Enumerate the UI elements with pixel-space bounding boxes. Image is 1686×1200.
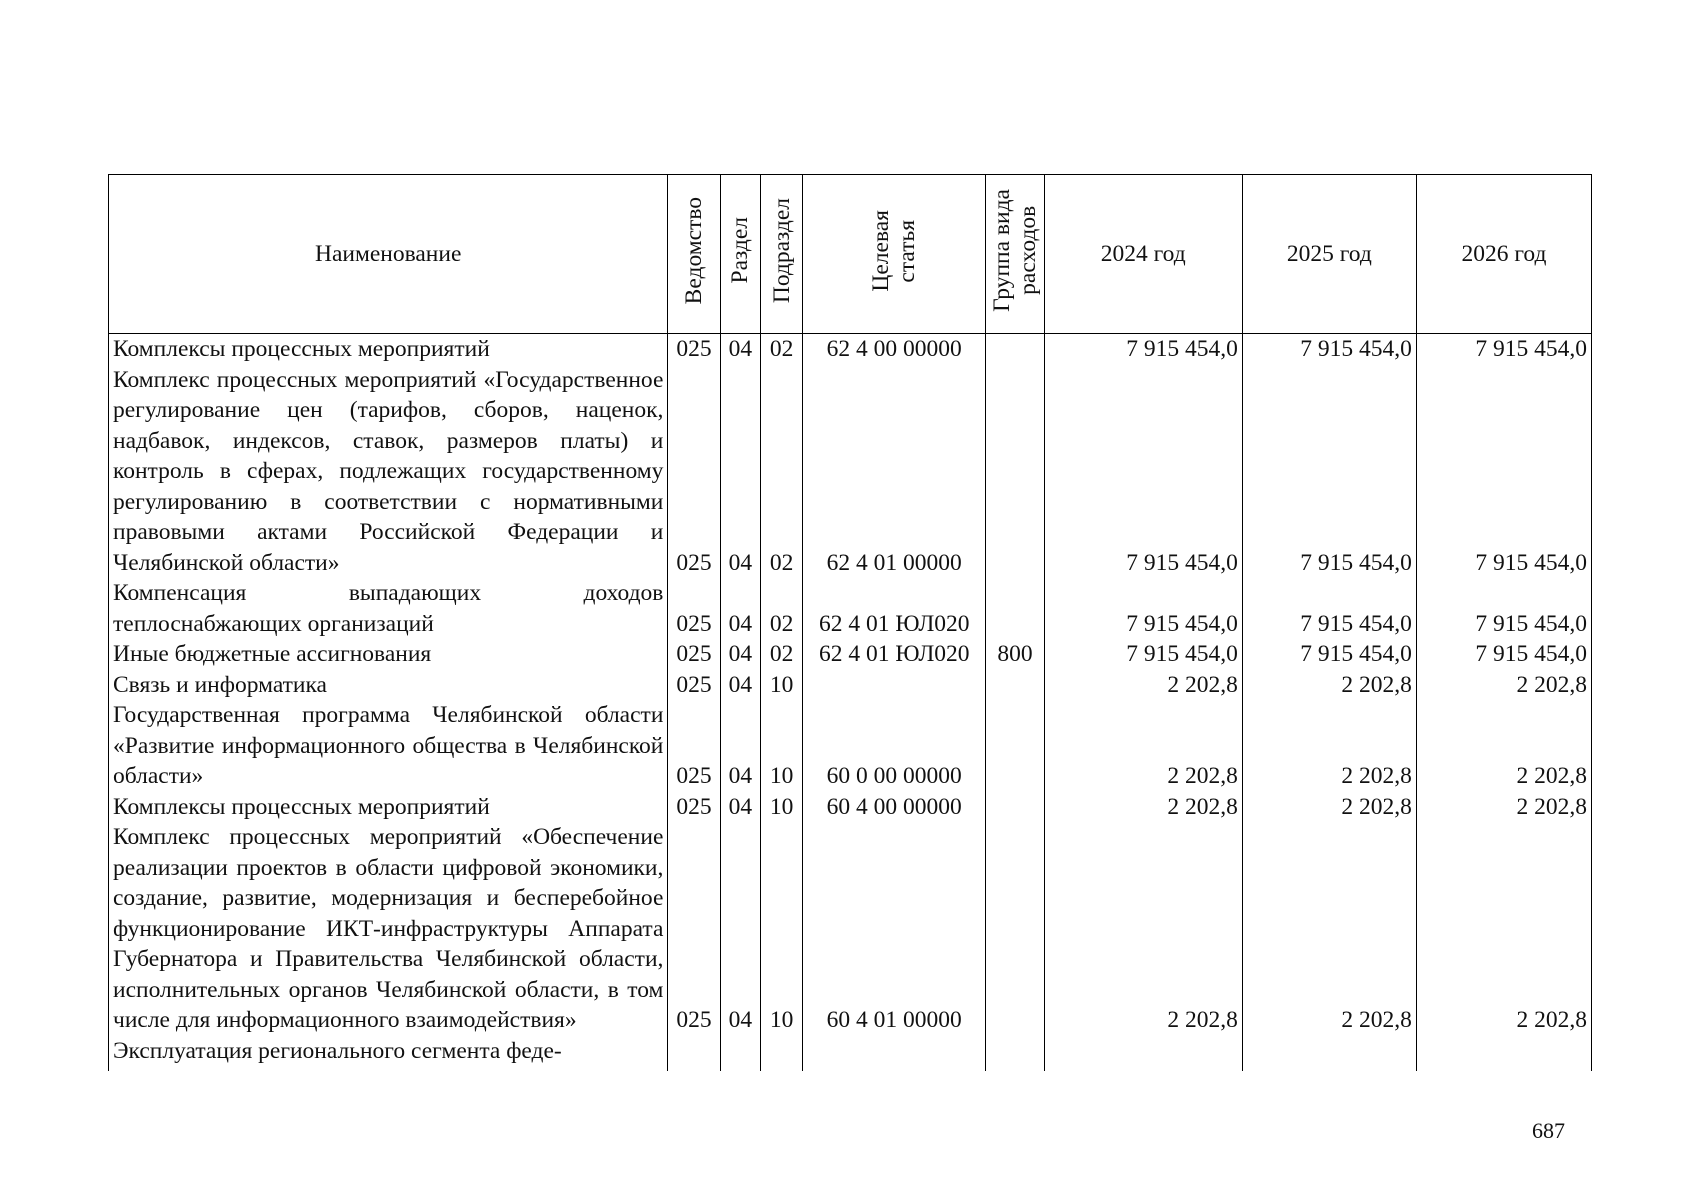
header-podrazdel: Подраздел	[760, 175, 802, 334]
row-vedomstvo	[668, 1036, 720, 1071]
row-gruppa	[986, 334, 1044, 365]
row-razdel: 04	[720, 365, 760, 579]
row-razdel: 04	[720, 700, 760, 792]
page-number: 687	[1532, 1118, 1565, 1143]
row-2024: 7 915 454,0	[1044, 578, 1242, 639]
row-podrazdel: 02	[760, 578, 802, 639]
header-2024: 2024 год	[1044, 175, 1242, 334]
row-razdel: 04	[720, 822, 760, 1036]
row-tselevaya-statya: 62 4 01 ЮЛ020	[803, 578, 986, 639]
header-tselevaya-statya: Целевая статья	[803, 175, 986, 334]
row-2026: 7 915 454,0	[1416, 578, 1591, 639]
row-name: Комплексы процессных мероприятий	[109, 334, 668, 365]
row-gruppa	[986, 822, 1044, 1036]
row-gruppa	[986, 700, 1044, 792]
row-2026: 7 915 454,0	[1416, 365, 1591, 579]
row-2026: 2 202,8	[1416, 700, 1591, 792]
row-gruppa	[986, 1036, 1044, 1071]
table-row	[109, 1036, 1592, 1071]
row-podrazdel	[760, 1036, 802, 1071]
table-header-row	[109, 175, 1592, 334]
row-vedomstvo: 025	[668, 792, 720, 823]
row-name: Компенсация выпадающих доходов теплоснабжающих организаций	[109, 578, 668, 639]
header-razdel: Раздел	[720, 175, 760, 334]
row-tselevaya-statya: 60 4 01 00000	[803, 822, 986, 1036]
row-2024: 7 915 454,0	[1044, 365, 1242, 579]
row-name: Государственная программа Челябинской области «Развитие информационного общества в Челябинской области»	[109, 700, 668, 792]
row-name: Иные бюджетные ассигнования	[109, 639, 668, 670]
row-tselevaya-statya: 62 4 01 00000	[803, 365, 986, 579]
header-2026: 2026 год	[1416, 175, 1591, 334]
row-tselevaya-statya: 60 4 00 00000	[803, 792, 986, 823]
row-2024: 2 202,8	[1044, 700, 1242, 792]
table-row	[109, 578, 1592, 639]
row-razdel	[720, 1036, 760, 1071]
row-2024: 7 915 454,0	[1044, 639, 1242, 670]
row-razdel: 04	[720, 792, 760, 823]
row-2025: 2 202,8	[1242, 670, 1416, 701]
row-tselevaya-statya	[803, 1036, 986, 1071]
header-2025: 2025 год	[1242, 175, 1416, 334]
row-2025: 7 915 454,0	[1242, 365, 1416, 579]
row-2026: 7 915 454,0	[1416, 334, 1591, 365]
row-vedomstvo: 025	[668, 334, 720, 365]
row-razdel: 04	[720, 639, 760, 670]
table-row	[109, 822, 1592, 1036]
budget-table	[108, 174, 1592, 1071]
table-row	[109, 792, 1592, 823]
table-row	[109, 670, 1592, 701]
table-row	[109, 365, 1592, 579]
row-tselevaya-statya: 60 0 00 00000	[803, 700, 986, 792]
header-gruppa-vida-raskhodov: Группа вида расходов	[986, 175, 1044, 334]
row-2026: 2 202,8	[1416, 822, 1591, 1036]
row-2024: 2 202,8	[1044, 670, 1242, 701]
row-vedomstvo: 025	[668, 639, 720, 670]
row-tselevaya-statya: 62 4 00 00000	[803, 334, 986, 365]
row-podrazdel: 10	[760, 700, 802, 792]
row-razdel: 04	[720, 578, 760, 639]
row-podrazdel: 02	[760, 334, 802, 365]
row-2024: 2 202,8	[1044, 792, 1242, 823]
table-row	[109, 700, 1592, 792]
row-2025: 7 915 454,0	[1242, 639, 1416, 670]
table-row	[109, 334, 1592, 365]
row-gruppa	[986, 792, 1044, 823]
row-name: Комплекс процессных мероприятий «Обеспечение реализации проектов в области цифровой экономики, создание, развитие, модернизация и бесперебойное функционирование ИКТ-инфраструктуры Аппарата Губернатора и Правительства Челябинской области, исполнительных органов Челябинской области, в том числе для информационного взаимодействия»	[109, 822, 668, 1036]
row-2026: 7 915 454,0	[1416, 639, 1591, 670]
row-vedomstvo: 025	[668, 578, 720, 639]
header-name: Наименование	[109, 175, 668, 334]
row-razdel: 04	[720, 670, 760, 701]
table-row	[109, 639, 1592, 670]
row-razdel: 04	[720, 334, 760, 365]
row-gruppa	[986, 670, 1044, 701]
row-name: Комплекс процессных мероприятий «Государственное регулирование цен (тарифов, сборов, наценок, надбавок, индексов, ставок, размеров платы) и контроль в сферах, подлежащих государственному регулированию в соответствии с нормативными правовыми актами Российской Федерации и Челябинской области»	[109, 365, 668, 579]
row-gruppa	[986, 365, 1044, 579]
row-tselevaya-statya	[803, 670, 986, 701]
row-2025: 2 202,8	[1242, 700, 1416, 792]
row-vedomstvo: 025	[668, 365, 720, 579]
row-tselevaya-statya: 62 4 01 ЮЛ020	[803, 639, 986, 670]
row-podrazdel: 02	[760, 639, 802, 670]
row-2025	[1242, 1036, 1416, 1071]
row-name: Комплексы процессных мероприятий	[109, 792, 668, 823]
row-gruppa	[986, 578, 1044, 639]
row-podrazdel: 10	[760, 822, 802, 1036]
row-2026	[1416, 1036, 1591, 1071]
row-2025: 2 202,8	[1242, 822, 1416, 1036]
row-podrazdel: 10	[760, 792, 802, 823]
header-vedomstvo: Ведомство	[668, 175, 720, 334]
row-2026: 2 202,8	[1416, 792, 1591, 823]
row-name: Связь и информатика	[109, 670, 668, 701]
row-2025: 7 915 454,0	[1242, 334, 1416, 365]
row-vedomstvo: 025	[668, 822, 720, 1036]
row-2025: 2 202,8	[1242, 792, 1416, 823]
row-podrazdel: 02	[760, 365, 802, 579]
row-vedomstvo: 025	[668, 670, 720, 701]
row-2024	[1044, 1036, 1242, 1071]
row-gruppa: 800	[986, 639, 1044, 670]
row-2025: 7 915 454,0	[1242, 578, 1416, 639]
row-podrazdel: 10	[760, 670, 802, 701]
row-2026: 2 202,8	[1416, 670, 1591, 701]
row-name: Эксплуатация регионального сегмента феде-	[109, 1036, 668, 1071]
row-2024: 2 202,8	[1044, 822, 1242, 1036]
row-vedomstvo: 025	[668, 700, 720, 792]
row-2024: 7 915 454,0	[1044, 334, 1242, 365]
